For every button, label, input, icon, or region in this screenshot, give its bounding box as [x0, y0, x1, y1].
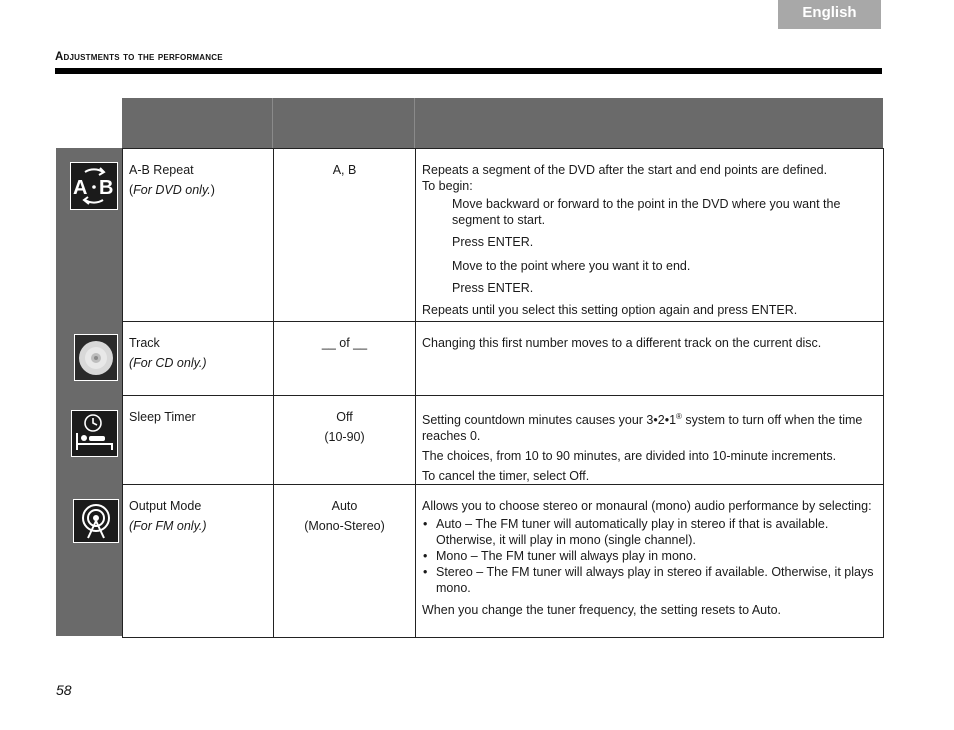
language-tab[interactable]: English: [778, 0, 881, 29]
setting-options-range: (Mono-Stereo): [304, 519, 385, 534]
registered-mark: ®: [676, 412, 682, 421]
title-rule: [55, 68, 882, 74]
table-header-band: [122, 98, 883, 148]
setting-name: A-B Repeat: [129, 163, 194, 177]
icon-column: [56, 148, 122, 636]
sleep-timer-icon: [71, 410, 118, 457]
list-item: • Auto – The FM tuner will automatically play in stereo if that is available. Otherwise, it will play in mono (single channel).: [436, 516, 877, 548]
page-number: 58: [56, 682, 72, 698]
table-row: [123, 322, 884, 396]
description-text: system to turn off when the time reaches 0.: [422, 413, 863, 444]
table-row: [123, 396, 884, 485]
setting-name: Track: [129, 336, 160, 350]
table-row: [123, 485, 884, 638]
disc-track-icon: [74, 334, 118, 381]
setting-note-open: (: [129, 183, 134, 197]
list-item: • Stereo – The FM tuner will always play in stereo if available. Otherwise, it plays mono.: [436, 564, 877, 596]
description-text: To cancel the timer, select Off.: [422, 469, 590, 484]
description-text: Changing this first number moves to a different track on the current disc.: [422, 336, 822, 350]
setting-note: (For CD only.): [129, 356, 207, 370]
description-text: When you change the tuner frequency, the setting resets to Auto.: [422, 603, 782, 618]
svg-text:A: A: [73, 177, 88, 199]
description-text: To begin:: [422, 179, 473, 193]
setting-options-range: (10-90): [324, 430, 365, 444]
description-text: Repeats until you select this setting option again and press ENTER.: [422, 303, 798, 317]
setting-name: Sleep Timer: [129, 410, 196, 424]
table-row: [123, 149, 884, 322]
step-text: Press ENTER.: [452, 235, 534, 249]
step-text: Move to the point where you want it to end.: [452, 259, 691, 273]
setting-options: Auto: [331, 499, 358, 514]
header-divider: [414, 98, 415, 148]
setting-options: A, B: [332, 163, 357, 177]
bullet-list: [422, 516, 877, 596]
setting-options: Off: [336, 410, 353, 424]
ab-repeat-icon: [70, 162, 118, 210]
description-text: Allows you to choose stereo or monaural (mono) audio performance by selecting:: [422, 499, 872, 514]
svg-text:B: B: [99, 177, 114, 199]
description-text: The choices, from 10 to 90 minutes, are divided into 10-minute increments.: [422, 449, 837, 464]
step-text: Move backward or forward to the point in the DVD where you want the segment to start.: [452, 197, 841, 227]
header-divider: [272, 98, 273, 148]
fm-antenna-icon: [73, 499, 119, 543]
step-text: Press ENTER.: [452, 281, 534, 295]
setting-options: __ of __: [321, 336, 368, 350]
section-title: Adjustments to the performance: [55, 51, 223, 63]
setting-name: Output Mode: [129, 499, 202, 514]
setting-note-close: ): [210, 183, 215, 197]
settings-table: [122, 148, 884, 638]
description-text: Repeats a segment of the DVD after the start and end points are defined.: [422, 163, 828, 177]
setting-note: For DVD only.: [133, 183, 211, 197]
list-item: • Mono – The FM tuner will always play in mono.: [436, 548, 877, 564]
setting-note: (For FM only.): [129, 519, 207, 534]
description-text: Setting countdown minutes causes your 3•2•1: [422, 413, 677, 428]
